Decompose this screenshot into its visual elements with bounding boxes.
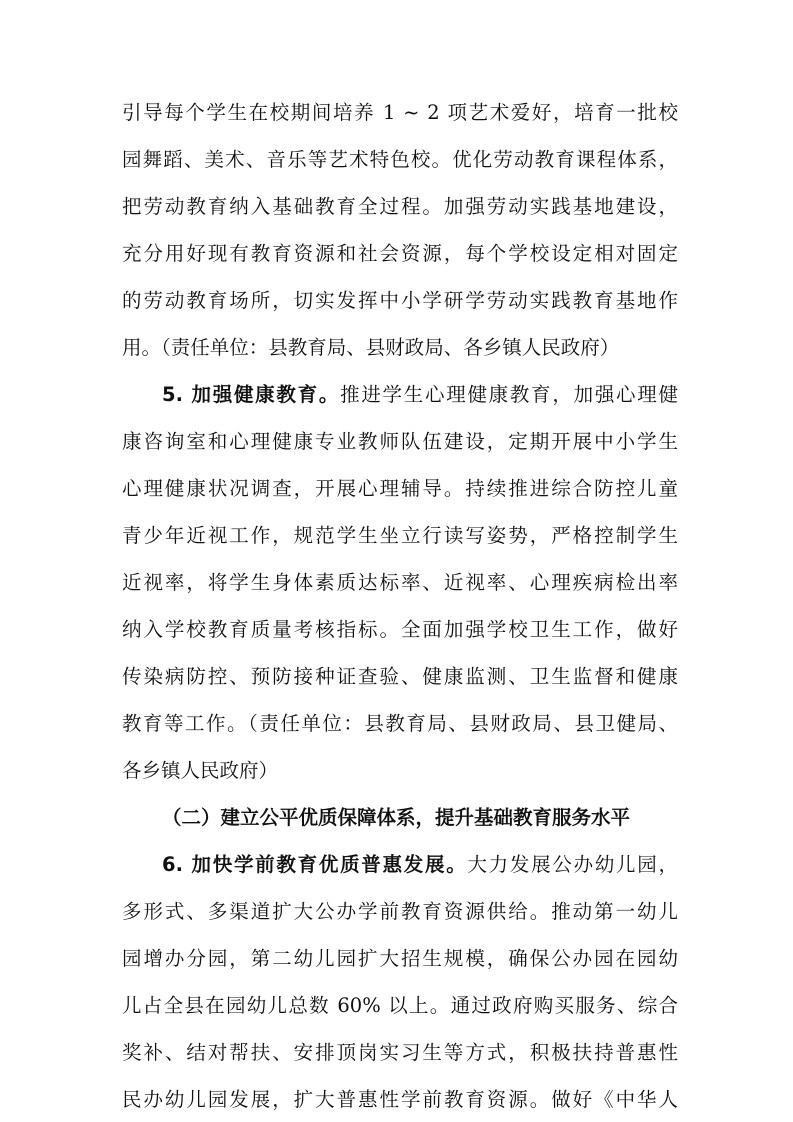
paragraph-line: 心理健康状况调查，开展心理辅导。持续推进综合防控儿童 — [122, 477, 678, 500]
paragraph-line: 奖补、结对帮扶、安排顶岗实习生等方式，积极扶持普惠性 — [122, 1041, 678, 1064]
paragraph-line: 把劳动教育纳入基础教育全过程。加强劳动实践基地建设， — [122, 195, 678, 218]
paragraph-line: 教育等工作。（责任单位：县教育局、县财政局、县卫健局、 — [122, 712, 678, 735]
paragraph-line: 各乡镇人民政府） — [122, 759, 279, 782]
section-5-first-line — [162, 380, 678, 410]
section-5-first-line-text: 推进学生心理健康教育，加强心理健 — [340, 383, 678, 406]
paragraph-line: 的劳动教育场所，切实发挥中小学研学劳动实践教育基地作 — [122, 289, 678, 312]
paragraph-line: 青少年近视工作，规范学生坐立行读写姿势，严格控制学生 — [122, 524, 678, 547]
section-6-title: 6. 加快学前教育优质普惠发展。 — [162, 853, 468, 876]
paragraph-line: 民办幼儿园发展，扩大普惠性学前教育资源。做好《中华人 — [122, 1088, 678, 1111]
paragraph-line: 引导每个学生在校期间培养 1 ~ 2 项艺术爱好，培育一批校 — [122, 101, 678, 124]
paragraph-line: 纳入学校教育质量考核指标。全面加强学校卫生工作，做好 — [122, 618, 678, 641]
paragraph-line: 传染病防控、预防接种证查验、健康监测、卫生监督和健康 — [122, 665, 678, 688]
section-6-first-line — [162, 850, 678, 880]
paragraph-line: 园舞蹈、美术、音乐等艺术特色校。优化劳动教育课程体系， — [122, 148, 678, 171]
section-6-first-line-text: 大力发展公办幼儿园， — [467, 853, 678, 876]
paragraph-line: 园增办分园，第二幼儿园扩大招生规模，确保公办园在园幼 — [122, 947, 678, 970]
section-heading: （二）建立公平优质保障体系，提升基础教育服务水平 — [162, 806, 631, 829]
paragraph-line: 近视率，将学生身体素质达标率、近视率、心理疾病检出率 — [122, 571, 678, 594]
paragraph-line: 儿占全县在园幼儿总数 60% 以上。通过政府购买服务、综合 — [122, 994, 678, 1017]
paragraph-line: 用。（责任单位：县教育局、县财政局、各乡镇人民政府） — [122, 336, 620, 359]
paragraph-line: 康咨询室和心理健康专业教师队伍建设，定期开展中小学生 — [122, 430, 678, 453]
paragraph-line: 多形式、多渠道扩大公办学前教育资源供给。推动第一幼儿 — [122, 900, 678, 923]
paragraph-line: 充分用好现有教育资源和社会资源，每个学校设定相对固定 — [122, 242, 678, 265]
section-5-title: 5. 加强健康教育。 — [162, 383, 341, 406]
